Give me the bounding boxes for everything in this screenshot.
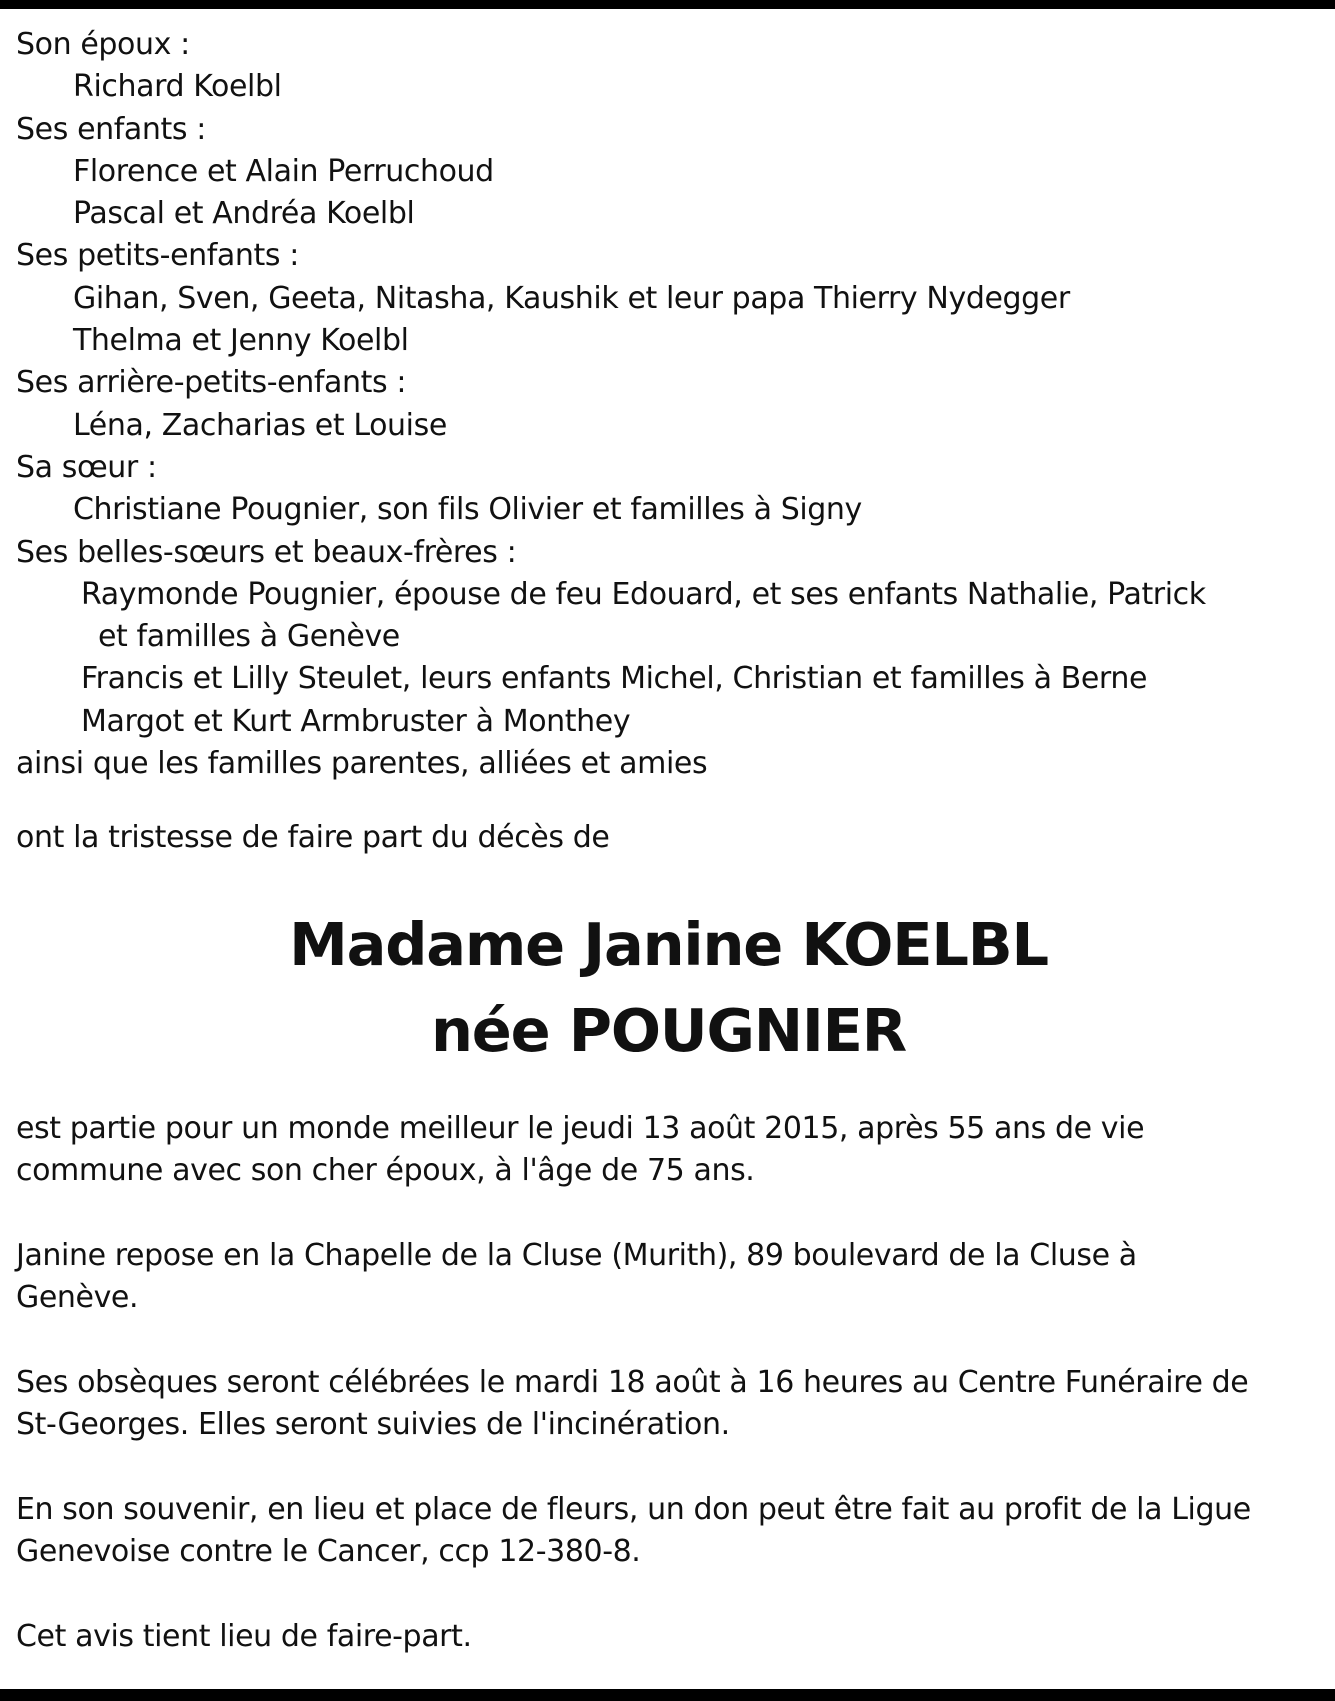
in-laws-label: Ses belles-sœurs et beaux-frères :: [16, 534, 517, 570]
in-law-entry: Francis et Lilly Steulet, leurs enfants Michel, Christian et familles à Berne: [81, 661, 1148, 697]
paragraph-line: St-Georges. Elles seront suivies de l'incinération.: [16, 1407, 730, 1443]
great-grandchildren-label: Ses arrière-petits-enfants :: [16, 365, 407, 401]
announcement-line: ont la tristesse de faire part du décès de: [16, 820, 610, 856]
paragraph-line: commune avec son cher époux, à l'âge de 75 ans.: [16, 1153, 755, 1189]
spouse-name: Richard Koelbl: [73, 69, 282, 105]
child-entry: Florence et Alain Perruchoud: [73, 153, 494, 189]
repose-paragraph: [16, 1235, 1321, 1320]
in-law-entry: Margot et Kurt Armbruster à Monthey: [81, 703, 631, 739]
obituary-notice: [16, 24, 1321, 1700]
paragraph-line: Genevoise contre le Cancer, ccp 12-380-8.: [16, 1534, 641, 1570]
bottom-border-rule: [0, 1689, 1335, 1701]
closing-paragraph: [16, 1616, 1321, 1659]
sister-label: Sa sœur :: [16, 449, 157, 485]
deceased-name: Madame Janine KOELBL: [289, 909, 1048, 979]
grandchild-entry: Gihan, Sven, Geeta, Nitasha, Kaushik et leur papa Thierry Nydegger: [73, 280, 1070, 316]
death-paragraph: [16, 1108, 1321, 1193]
in-law-entry: Raymonde Pougnier, épouse de feu Edouard, et ses enfants Nathalie, Patrick: [81, 576, 1206, 612]
paragraph-line: Janine repose en la Chapelle de la Cluse (Murith), 89 boulevard de la Cluse à: [16, 1237, 1137, 1273]
others-line: ainsi que les familles parentes, alliées et amies: [16, 746, 708, 782]
grandchildren-label: Ses petits-enfants :: [16, 238, 299, 274]
sister-entry: Christiane Pougnier, son fils Olivier et familles à Signy: [73, 492, 862, 528]
deceased-name-block: [16, 902, 1321, 1074]
funeral-paragraph: [16, 1362, 1321, 1447]
paragraph-line: est partie pour un monde meilleur le jeudi 13 août 2015, après 55 ans de vie: [16, 1110, 1145, 1146]
great-grandchild-entry: Léna, Zacharias et Louise: [73, 407, 447, 443]
donation-paragraph: [16, 1489, 1321, 1574]
grandchild-entry: Thelma et Jenny Koelbl: [73, 323, 409, 359]
spouse-label: Son époux :: [16, 27, 190, 62]
spacer: [16, 785, 1321, 817]
paragraph-line: Genève.: [16, 1280, 139, 1316]
family-list: [16, 24, 1321, 785]
paragraph-line: Cet avis tient lieu de faire-part.: [16, 1618, 472, 1654]
in-law-entry-continued: et familles à Genève: [98, 619, 400, 655]
child-entry: Pascal et Andréa Koelbl: [73, 196, 415, 232]
paragraph-line: En son souvenir, en lieu et place de fleurs, un don peut être fait au profit de la Ligue: [16, 1491, 1251, 1527]
top-border-rule: [0, 0, 1335, 9]
paragraph-line: Ses obsèques seront célébrées le mardi 18 août à 16 heures au Centre Funéraire de: [16, 1364, 1249, 1400]
deceased-maiden-name: née POUGNIER: [431, 995, 906, 1065]
children-label: Ses enfants :: [16, 111, 206, 147]
